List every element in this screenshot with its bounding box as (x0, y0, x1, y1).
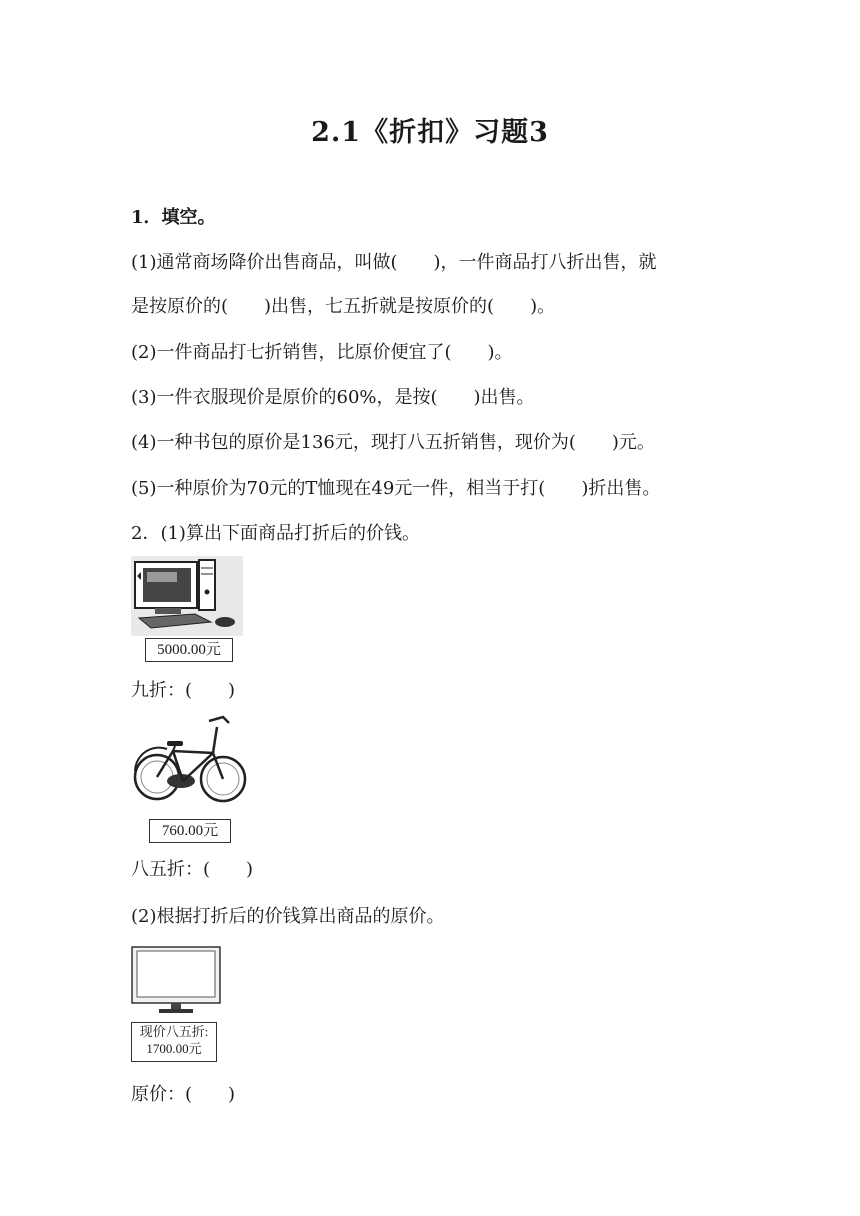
q1-line-6: (5)一种原价为70元的T恤现在49元一件，相当于打( )折出售。 (131, 478, 661, 499)
page-title: 2.1《折扣》习题3 (311, 117, 549, 148)
computer-figure (131, 556, 243, 664)
monitor-answer: 原价：( ) (131, 1084, 236, 1105)
q1-line-5: (4)一种书包的原价是136元，现打八五折销售，现价为( )元。 (131, 432, 655, 453)
computer-icon (131, 556, 243, 636)
monitor-price-value: 1700.00元 (146, 1041, 202, 1056)
q1-line-4: (3)一件衣服现价是原价的60%，是按( )出售。 (131, 387, 535, 408)
q1-line-2: 是按原价的( )出售，七五折就是按原价的( )。 (131, 296, 556, 317)
question-2-part-2: (2)根据打折后的价钱算出商品的原价。 (131, 906, 445, 927)
bicycle-price-tag: 760.00元 (149, 819, 231, 843)
question-1-heading: 1．填空。 (131, 207, 216, 228)
question-2-heading: 2．(1)算出下面商品打折后的价钱。 (131, 523, 420, 544)
monitor-price-tag (131, 1022, 217, 1062)
bicycle-answer: 八五折：( ) (131, 859, 254, 880)
monitor-figure (131, 946, 223, 1066)
bicycle-figure (131, 713, 249, 845)
q1-line-1: (1)通常商场降价出售商品，叫做( )，一件商品打八折出售，就 (131, 252, 657, 273)
monitor-price-label: 现价八五折: (139, 1024, 209, 1039)
computer-price-tag: 5000.00元 (145, 638, 233, 662)
monitor-icon (131, 946, 223, 1016)
computer-answer: 九折：( ) (131, 680, 236, 701)
bicycle-icon (131, 713, 249, 813)
q1-line-3: (2)一件商品打七折销售，比原价便宜了( )。 (131, 342, 513, 363)
